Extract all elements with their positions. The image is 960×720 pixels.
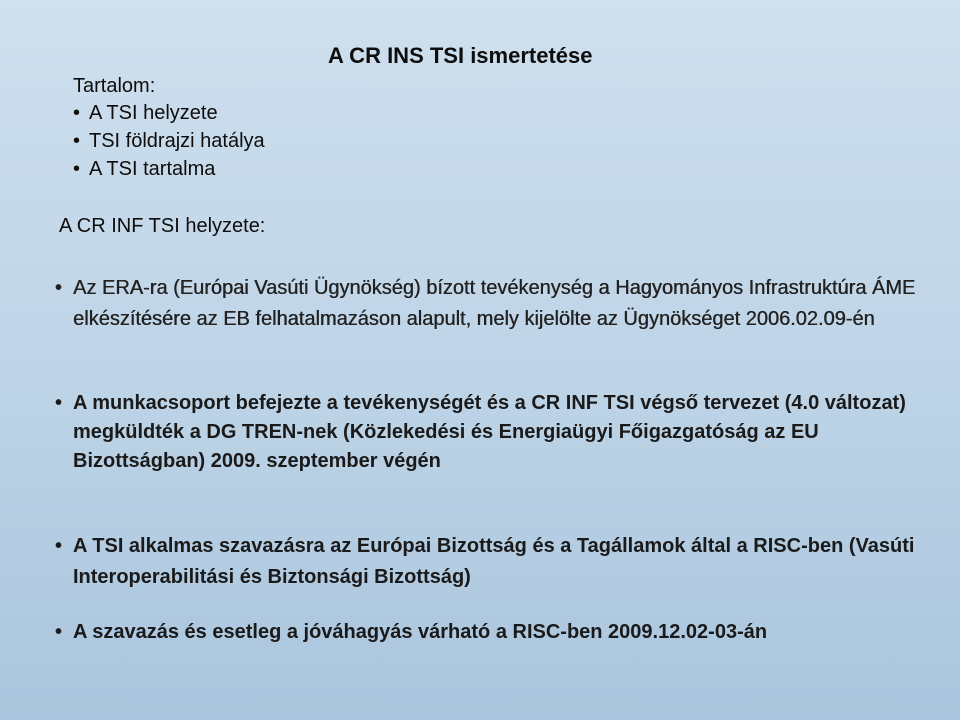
toc-item: • A TSI tartalma <box>73 155 265 183</box>
bullet-item <box>55 531 935 593</box>
bullet-dot: • <box>55 392 63 414</box>
bullet-dot: • <box>55 277 63 299</box>
slide-title: A CR INS TSI ismertetése <box>328 43 593 68</box>
bullet-item <box>55 617 935 647</box>
bullet-dot: • <box>55 621 63 643</box>
section-subheading: A CR INF TSI helyzete: <box>59 215 266 237</box>
bullet-text: Az ERA-ra (Európai Vasúti Ügynökség) bízott tevékenység a Hagyományos Infrastruktúra ÁME elkészítésére az EB felhatalmazáson alapult, mely kijelölte az Ügynökséget 2006.02.09-én <box>73 277 916 330</box>
toc-list <box>73 99 265 183</box>
bullet-text: A szavazás és esetleg a jóváhagyás várható a RISC-ben 2009.12.02-03-án <box>73 621 768 643</box>
bullet-item <box>55 389 935 476</box>
bullet-text: A munkacsoport befejezte a tevékenységét és a CR INF TSI végső tervezet (4.0 változat) megküldték a DG TREN-nek (Közlekedési és Energiaügyi Főigazgatóság az EU Bizottságban) 2009. szeptember végén <box>73 392 906 472</box>
bullet-dot: • <box>55 535 63 557</box>
toc-item: • TSI földrajzi hatálya <box>73 127 265 155</box>
table-of-contents <box>73 73 265 183</box>
bullet-text: A TSI alkalmas szavazásra az Európai Bizottság és a Tagállamok által a RISC-ben (Vasúti Interoperabilitási és Biztonsági Bizottság) <box>73 535 915 588</box>
toc-item: • A TSI helyzete <box>73 99 265 127</box>
bullet-item <box>55 273 935 335</box>
toc-heading: Tartalom: <box>73 75 156 97</box>
